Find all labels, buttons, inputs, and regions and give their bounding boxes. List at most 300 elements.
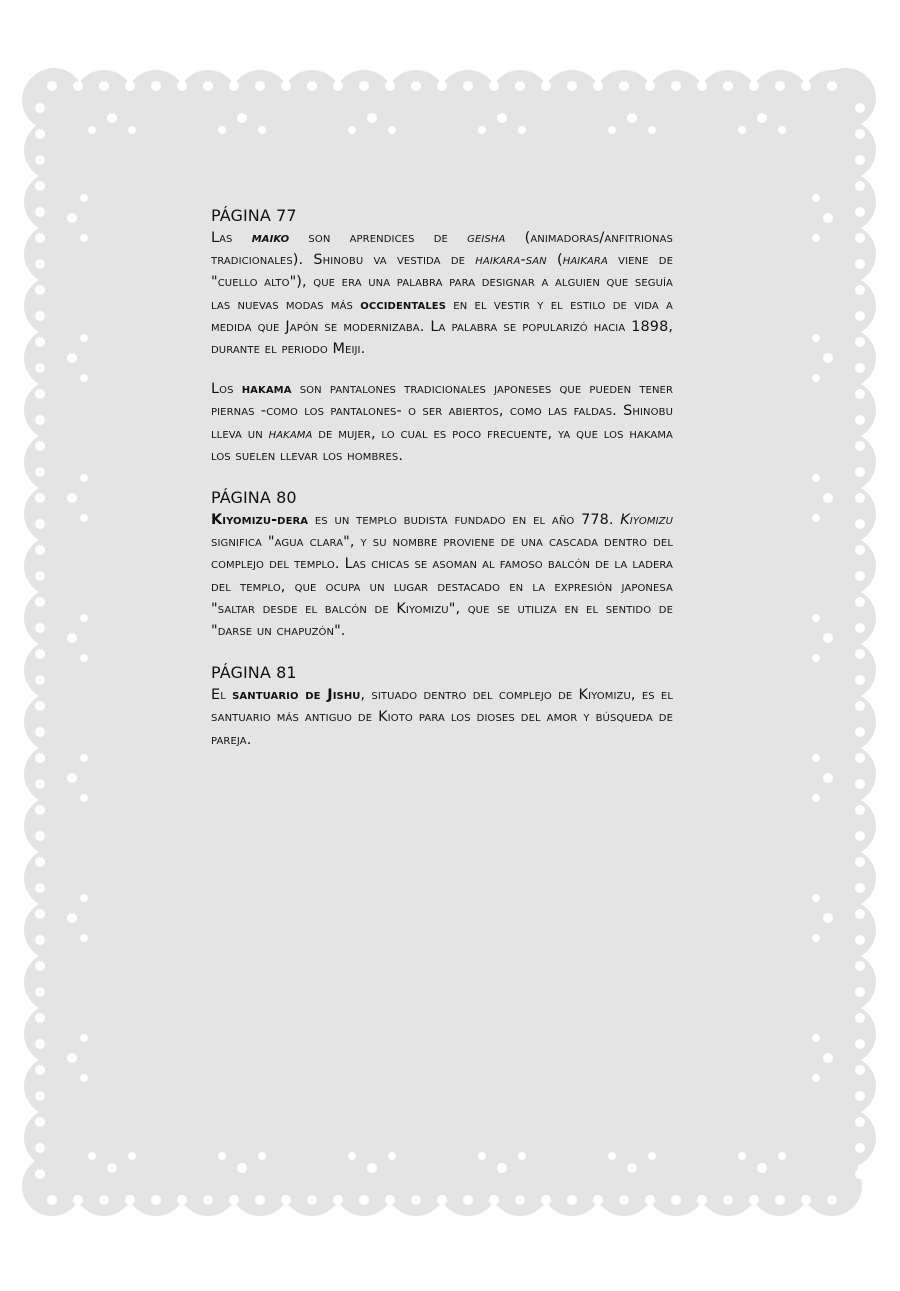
frame-eyelet	[35, 233, 45, 243]
frame-eyelet	[35, 285, 45, 295]
frame-eyelet	[823, 1053, 833, 1063]
frame-eyelet	[619, 1195, 629, 1205]
frame-eyelet	[367, 113, 377, 123]
text-run: de mujer, lo cual es poco frecuente, ya que los hakama los suelen llevar los hombres.	[211, 425, 673, 464]
frame-eyelet	[35, 1091, 45, 1101]
frame-eyelet	[855, 389, 865, 399]
frame-eyelet	[855, 129, 865, 139]
frame-eyelet	[775, 1195, 785, 1205]
frame-eyelet	[855, 441, 865, 451]
frame-eyelet	[855, 181, 865, 191]
frame-eyelet	[67, 213, 77, 223]
frame-eyelet	[645, 1195, 655, 1205]
frame-eyelet	[855, 493, 865, 503]
frame-eyelet	[80, 514, 88, 522]
frame-eyelet	[738, 126, 746, 134]
text-run: (	[546, 252, 563, 269]
frame-eyelet	[478, 1152, 486, 1160]
frame-eyelet	[35, 1039, 45, 1049]
frame-eyelet	[80, 614, 88, 622]
frame-scallop	[816, 1056, 876, 1116]
frame-eyelet	[812, 894, 820, 902]
frame-eyelet	[518, 1152, 526, 1160]
frame-eyelet	[855, 415, 865, 425]
frame-eyelet	[67, 1053, 77, 1063]
frame-eyelet	[107, 1163, 117, 1173]
frame-scallop	[24, 952, 84, 1012]
text-run: en el vestir y el estilo de vida a medida que Japón se modernizaba. La palabra se popularizó hacia 1898, durante el periodo Meiji.	[211, 296, 673, 358]
frame-eyelet	[627, 1163, 637, 1173]
frame-eyelet	[823, 353, 833, 363]
frame-eyelet	[35, 467, 45, 477]
frame-scallop	[594, 1156, 654, 1216]
frame-eyelet	[855, 311, 865, 321]
emphasized-term: hakama	[268, 425, 313, 442]
frame-eyelet	[218, 1152, 226, 1160]
section-heading: PÁGINA 80	[211, 488, 297, 508]
frame-eyelet	[99, 1195, 109, 1205]
frame-eyelet	[80, 194, 88, 202]
frame-scallop	[126, 1156, 186, 1216]
frame-scallop	[24, 796, 84, 856]
frame-scallop	[24, 848, 84, 908]
frame-scallop	[438, 1156, 498, 1216]
frame-eyelet	[128, 1152, 136, 1160]
notes-text-block	[211, 205, 673, 751]
frame-eyelet	[608, 1152, 616, 1160]
frame-eyelet	[497, 113, 507, 123]
frame-eyelet	[627, 113, 637, 123]
frame-scallop	[24, 172, 84, 232]
frame-scallop	[816, 640, 876, 700]
frame-scallop	[24, 900, 84, 960]
frame-eyelet	[35, 545, 45, 555]
frame-eyelet	[671, 81, 681, 91]
frame-eyelet	[177, 81, 187, 91]
frame-eyelet	[812, 1034, 820, 1042]
frame-eyelet	[812, 334, 820, 342]
frame-scallop	[24, 224, 84, 284]
frame-eyelet	[855, 805, 865, 815]
frame-eyelet	[855, 1117, 865, 1127]
frame-eyelet	[307, 1195, 317, 1205]
frame-scallop	[698, 1156, 758, 1216]
frame-eyelet	[567, 81, 577, 91]
frame-scallop	[178, 1156, 238, 1216]
text-run: Los	[211, 381, 242, 398]
frame-scallop	[816, 432, 876, 492]
frame-eyelet	[823, 773, 833, 783]
frame-eyelet	[823, 633, 833, 643]
frame-eyelet	[35, 1013, 45, 1023]
frame-scallop	[542, 1156, 602, 1216]
frame-eyelet	[237, 113, 247, 123]
text-run: (animadoras/anfitrionas tradicionales). Shinobu va vestida de	[211, 230, 673, 269]
frame-eyelet	[812, 234, 820, 242]
frame-eyelet	[812, 194, 820, 202]
frame-eyelet	[812, 654, 820, 662]
frame-scallop	[126, 70, 186, 130]
emphasized-term: occidentales	[360, 296, 447, 313]
frame-scallop	[24, 380, 84, 440]
frame-eyelet	[855, 727, 865, 737]
frame-eyelet	[855, 519, 865, 529]
section-heading: PÁGINA 81	[211, 663, 297, 683]
frame-eyelet	[411, 81, 421, 91]
frame-eyelet	[35, 493, 45, 503]
frame-eyelet	[237, 1163, 247, 1173]
frame-eyelet	[812, 794, 820, 802]
frame-eyelet	[333, 1195, 343, 1205]
frame-eyelet	[855, 545, 865, 555]
note-paragraph	[211, 378, 673, 467]
note-section	[211, 662, 673, 751]
note-section	[211, 205, 673, 467]
frame-eyelet	[385, 81, 395, 91]
frame-eyelet	[855, 285, 865, 295]
frame-scallop	[816, 536, 876, 596]
frame-eyelet	[35, 649, 45, 659]
frame-eyelet	[67, 633, 77, 643]
emphasized-term: santuario de Jishu	[232, 687, 361, 704]
frame-eyelet	[812, 614, 820, 622]
frame-scallop	[386, 70, 446, 130]
frame-eyelet	[775, 81, 785, 91]
frame-eyelet	[35, 103, 45, 113]
frame-eyelet	[35, 415, 45, 425]
frame-eyelet	[608, 126, 616, 134]
frame-scallop	[816, 68, 876, 128]
frame-scallop	[816, 692, 876, 752]
frame-eyelet	[855, 597, 865, 607]
frame-scallop	[816, 380, 876, 440]
frame-eyelet	[648, 126, 656, 134]
frame-eyelet	[645, 81, 655, 91]
frame-eyelet	[35, 311, 45, 321]
frame-eyelet	[203, 1195, 213, 1205]
frame-scallop	[24, 276, 84, 336]
frame-eyelet	[107, 113, 117, 123]
frame-eyelet	[67, 913, 77, 923]
frame-eyelet	[855, 649, 865, 659]
frame-eyelet	[437, 1195, 447, 1205]
frame-eyelet	[80, 374, 88, 382]
frame-eyelet	[35, 597, 45, 607]
emphasized-term: haikara-san	[475, 252, 547, 269]
frame-eyelet	[348, 126, 356, 134]
frame-eyelet	[73, 1195, 83, 1205]
frame-eyelet	[738, 1152, 746, 1160]
frame-eyelet	[855, 1143, 865, 1153]
frame-eyelet	[125, 1195, 135, 1205]
frame-eyelet	[47, 81, 57, 91]
frame-eyelet	[80, 1074, 88, 1082]
frame-eyelet	[80, 654, 88, 662]
frame-eyelet	[203, 81, 213, 91]
frame-eyelet	[518, 126, 526, 134]
frame-eyelet	[801, 81, 811, 91]
text-run: son aprendices de	[289, 230, 468, 246]
frame-scallop	[24, 1108, 84, 1168]
frame-eyelet	[619, 81, 629, 91]
frame-eyelet	[99, 81, 109, 91]
frame-eyelet	[855, 103, 865, 113]
frame-eyelet	[855, 363, 865, 373]
frame-scallop	[24, 68, 84, 128]
frame-eyelet	[855, 831, 865, 841]
frame-scallop	[24, 692, 84, 752]
frame-eyelet	[855, 883, 865, 893]
frame-scallop	[178, 70, 238, 130]
text-run: viene de "cuello alto"), que era una palabra para designar a alguien que seguía las nuevas modas más	[211, 252, 673, 313]
frame-eyelet	[812, 474, 820, 482]
frame-eyelet	[35, 1143, 45, 1153]
frame-eyelet	[812, 934, 820, 942]
frame-scallop	[334, 70, 394, 130]
frame-scallop	[646, 70, 706, 130]
frame-eyelet	[35, 753, 45, 763]
frame-eyelet	[88, 126, 96, 134]
frame-eyelet	[812, 1074, 820, 1082]
text-run: es un templo budista fundado en el año 778.	[308, 512, 621, 529]
text-run: significa "agua clara", y su nombre proviene de una cascada dentro del complejo del templo. Las chicas se asoman al famoso balcón de la ladera del templo, que ocupa un lugar destacado en la expresión japonesa "saltar desde el balcón de Kiyomizu", que se utiliza en el sentido de "darse un chapuzón".	[211, 534, 673, 640]
frame-eyelet	[855, 753, 865, 763]
frame-eyelet	[35, 675, 45, 685]
frame-scallop	[24, 120, 84, 180]
frame-eyelet	[35, 441, 45, 451]
text-run: El	[211, 687, 233, 704]
frame-scallop	[816, 1108, 876, 1168]
frame-eyelet	[541, 81, 551, 91]
emphasized-term: Kiyomizu-dera	[211, 512, 309, 529]
frame-eyelet	[80, 234, 88, 242]
frame-scallop	[816, 484, 876, 544]
frame-eyelet	[359, 81, 369, 91]
frame-scallop	[698, 70, 758, 130]
frame-scallop	[24, 1056, 84, 1116]
emphasized-term: Kiyomizu	[620, 512, 673, 529]
frame-eyelet	[255, 1195, 265, 1205]
frame-eyelet	[35, 623, 45, 633]
frame-eyelet	[515, 1195, 525, 1205]
emphasized-term: haikara	[562, 252, 608, 269]
frame-scallop	[816, 276, 876, 336]
frame-eyelet	[88, 1152, 96, 1160]
frame-eyelet	[823, 493, 833, 503]
frame-eyelet	[671, 1195, 681, 1205]
frame-scallop	[816, 848, 876, 908]
frame-eyelet	[855, 155, 865, 165]
frame-eyelet	[177, 1195, 187, 1205]
frame-eyelet	[229, 1195, 239, 1205]
frame-eyelet	[218, 126, 226, 134]
frame-eyelet	[855, 467, 865, 477]
frame-eyelet	[855, 571, 865, 581]
frame-eyelet	[855, 675, 865, 685]
frame-eyelet	[567, 1195, 577, 1205]
emphasized-term: hakama	[241, 381, 292, 398]
frame-eyelet	[128, 126, 136, 134]
emphasized-term: maiko	[251, 230, 290, 246]
frame-eyelet	[593, 1195, 603, 1205]
frame-eyelet	[35, 129, 45, 139]
frame-eyelet	[35, 935, 45, 945]
frame-eyelet	[80, 754, 88, 762]
frame-eyelet	[307, 81, 317, 91]
note-paragraph	[211, 684, 673, 751]
note-section	[211, 487, 673, 642]
frame-eyelet	[47, 1195, 57, 1205]
frame-eyelet	[258, 1152, 266, 1160]
frame-scallop	[386, 1156, 446, 1216]
frame-eyelet	[855, 909, 865, 919]
frame-eyelet	[255, 81, 265, 91]
frame-scallop	[24, 640, 84, 700]
frame-eyelet	[35, 857, 45, 867]
note-paragraph	[211, 509, 673, 642]
frame-eyelet	[35, 207, 45, 217]
frame-eyelet	[35, 155, 45, 165]
frame-eyelet	[757, 1163, 767, 1173]
frame-scallop	[594, 70, 654, 130]
frame-eyelet	[80, 794, 88, 802]
frame-eyelet	[778, 126, 786, 134]
frame-eyelet	[855, 207, 865, 217]
frame-eyelet	[80, 334, 88, 342]
frame-eyelet	[80, 474, 88, 482]
frame-eyelet	[757, 113, 767, 123]
text-run: son pantalones tradicionales japoneses que pueden tener piernas -como los pantalones- o ser abiertos, como las faldas. Shinobu lleva un	[211, 381, 673, 442]
frame-eyelet	[348, 1152, 356, 1160]
frame-eyelet	[125, 81, 135, 91]
frame-eyelet	[697, 81, 707, 91]
frame-scallop	[24, 432, 84, 492]
frame-eyelet	[541, 1195, 551, 1205]
frame-eyelet	[67, 353, 77, 363]
emphasized-term: geisha	[467, 230, 506, 246]
frame-eyelet	[855, 1065, 865, 1075]
frame-eyelet	[359, 1195, 369, 1205]
frame-eyelet	[515, 81, 525, 91]
frame-eyelet	[778, 1152, 786, 1160]
frame-eyelet	[855, 701, 865, 711]
frame-scallop	[816, 172, 876, 232]
frame-scallop	[282, 1156, 342, 1216]
frame-eyelet	[855, 1013, 865, 1023]
frame-eyelet	[855, 259, 865, 269]
frame-eyelet	[35, 831, 45, 841]
frame-scallop	[24, 484, 84, 544]
frame-eyelet	[855, 1091, 865, 1101]
frame-eyelet	[35, 701, 45, 711]
frame-eyelet	[489, 81, 499, 91]
frame-eyelet	[823, 913, 833, 923]
frame-eyelet	[855, 233, 865, 243]
frame-eyelet	[151, 81, 161, 91]
frame-eyelet	[229, 81, 239, 91]
frame-eyelet	[497, 1163, 507, 1173]
frame-eyelet	[855, 987, 865, 997]
section-heading: PÁGINA 77	[211, 206, 297, 225]
frame-eyelet	[281, 1195, 291, 1205]
frame-eyelet	[367, 1163, 377, 1173]
frame-scallop	[282, 70, 342, 130]
frame-eyelet	[478, 126, 486, 134]
frame-eyelet	[281, 81, 291, 91]
frame-eyelet	[489, 1195, 499, 1205]
frame-eyelet	[593, 81, 603, 91]
frame-eyelet	[35, 779, 45, 789]
frame-eyelet	[855, 961, 865, 971]
frame-eyelet	[35, 259, 45, 269]
frame-eyelet	[855, 935, 865, 945]
frame-eyelet	[827, 81, 837, 91]
frame-eyelet	[80, 934, 88, 942]
frame-eyelet	[151, 1195, 161, 1205]
frame-eyelet	[35, 727, 45, 737]
frame-scallop	[438, 70, 498, 130]
frame-eyelet	[827, 1195, 837, 1205]
frame-eyelet	[823, 213, 833, 223]
frame-eyelet	[35, 909, 45, 919]
frame-eyelet	[463, 81, 473, 91]
frame-eyelet	[855, 1169, 865, 1179]
frame-eyelet	[35, 337, 45, 347]
frame-scallop	[334, 1156, 394, 1216]
frame-eyelet	[35, 1065, 45, 1075]
frame-eyelet	[67, 493, 77, 503]
frame-eyelet	[812, 514, 820, 522]
frame-eyelet	[35, 181, 45, 191]
frame-eyelet	[801, 1195, 811, 1205]
frame-eyelet	[35, 961, 45, 971]
frame-scallop	[646, 1156, 706, 1216]
frame-eyelet	[411, 1195, 421, 1205]
frame-eyelet	[855, 779, 865, 789]
frame-eyelet	[388, 1152, 396, 1160]
text-run: Las	[211, 230, 252, 246]
frame-scallop	[74, 1156, 134, 1216]
text-run: , situado dentro del complejo de Kiyomizu, es el santuario más antiguo de Kioto para los dioses del amor y búsqueda de pareja.	[211, 687, 673, 748]
frame-scallop	[816, 952, 876, 1012]
frame-eyelet	[67, 773, 77, 783]
frame-eyelet	[385, 1195, 395, 1205]
frame-eyelet	[812, 374, 820, 382]
frame-eyelet	[35, 363, 45, 373]
frame-eyelet	[723, 81, 733, 91]
frame-eyelet	[697, 1195, 707, 1205]
frame-eyelet	[35, 1117, 45, 1127]
frame-eyelet	[749, 81, 759, 91]
frame-eyelet	[855, 1039, 865, 1049]
frame-eyelet	[35, 519, 45, 529]
frame-eyelet	[855, 337, 865, 347]
frame-eyelet	[855, 623, 865, 633]
frame-eyelet	[388, 126, 396, 134]
frame-eyelet	[648, 1152, 656, 1160]
frame-eyelet	[812, 754, 820, 762]
frame-eyelet	[35, 389, 45, 399]
frame-eyelet	[333, 81, 343, 91]
frame-eyelet	[463, 1195, 473, 1205]
frame-eyelet	[723, 1195, 733, 1205]
frame-scallop	[816, 900, 876, 960]
frame-scallop	[816, 224, 876, 284]
frame-eyelet	[73, 81, 83, 91]
frame-scallop	[24, 536, 84, 596]
frame-scallop	[816, 120, 876, 180]
frame-eyelet	[35, 883, 45, 893]
